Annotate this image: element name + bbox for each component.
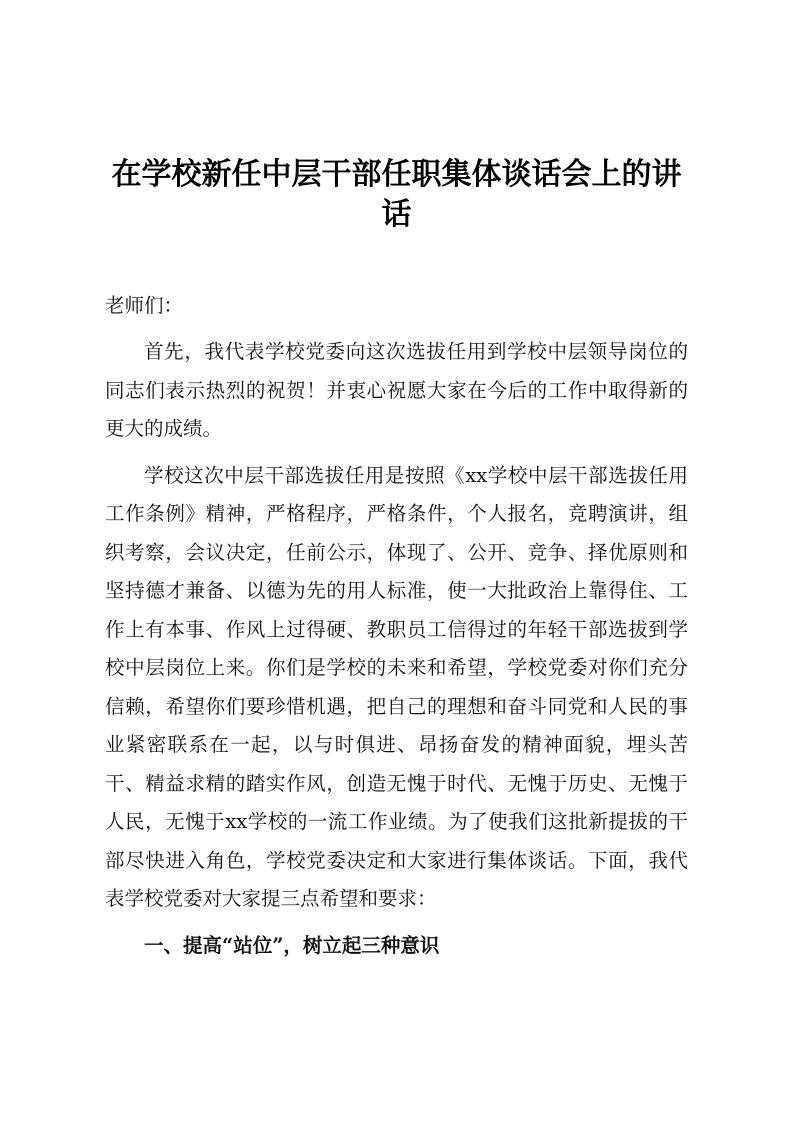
document-body bbox=[105, 285, 688, 967]
section-heading: 一、提高“站位”，树立起三种意识 bbox=[144, 933, 440, 957]
greeting: 老师们： bbox=[105, 294, 184, 317]
paragraph-congratulations: 首先，我代表学校党委向这次选拔任用到学校中层领导岗位的同志们表示热烈的祝贺！并衷心祝愿大家在今后的工作中取得新的更大的成绩。 bbox=[105, 340, 688, 440]
paragraph-selection-process: 学校这次中层干部选拔任用是按照《xx学校中层干部选拔任用工作条例》精神，严格程序，严格条件，个人报名，竞聘演讲，组织考察，会议决定，任前公示，体现了、公开、竞争、择优原则和坚持德才兼备、以德为先的用人标准，使一大批政治上靠得住、工作上有本事、作风上过得硬、教职员工信得过的年轻干部选拔到学校中层岗位上来。你们是学校的未来和希望，学校党委对你们充分信赖，希望你们要珍惜机遇，把自己的理想和奋斗同党和人民的事业紧密联系在一起，以与时俱进、昂扬奋发的精神面貌，埋头苦干、精益求精的踏实作风，创造无愧于时代、无愧于历史、无愧于人民，无愧于xx学校的一流工作业绩。为了使我们这批新提拔的干部尽快进入角色，学校党委决定和大家进行集体谈话。下面，我代表学校党委对大家提三点希望和要求： bbox=[105, 463, 688, 910]
document-title: 在学校新任中层干部任职集体谈话会上的讲话 bbox=[111, 157, 682, 232]
